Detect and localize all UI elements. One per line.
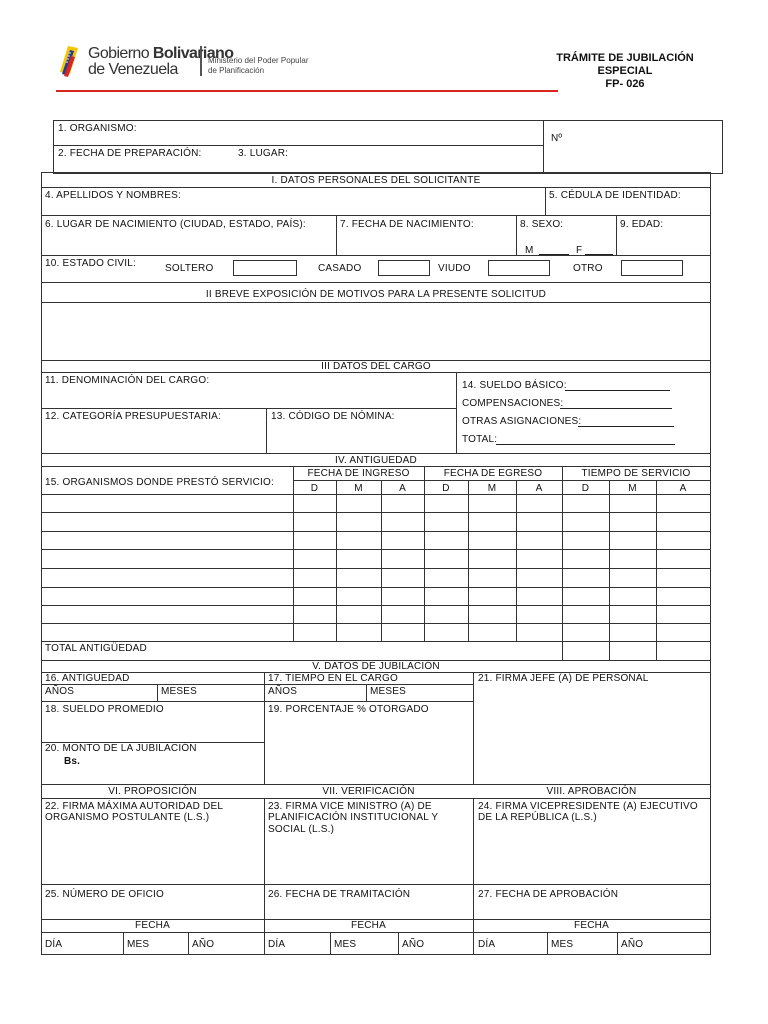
soltero-checkbox[interactable] xyxy=(233,260,297,276)
casado-checkbox[interactable] xyxy=(378,260,430,276)
ingreso-d: D xyxy=(310,483,319,494)
lugar-label: 3. LUGAR: xyxy=(238,148,289,159)
title-line1: TRÁMITE DE JUBILACIÓN xyxy=(556,52,694,64)
firma-23-line3: SOCIAL (L.S.) xyxy=(268,824,335,835)
ano-26: AÑO xyxy=(402,939,425,950)
tiempo-servicio-label: TIEMPO DE SERVICIO xyxy=(581,468,691,479)
sueldo-promedio-label: 18. SUELDO PROMEDIO xyxy=(45,704,164,715)
opt-casado: CASADO xyxy=(318,263,362,274)
antiguedad-label: 16. ANTIGUEDAD xyxy=(45,673,130,684)
antiguedad-meses: MESES xyxy=(161,686,198,697)
organismo-label: 1. ORGANISMO: xyxy=(58,123,137,134)
mes-27: MES xyxy=(551,939,574,950)
venezuela-flag-logo xyxy=(56,42,84,78)
ministry-line2: de Planificación xyxy=(208,66,265,75)
fecha-preparacion-label: 2. FECHA DE PREPARACIÓN: xyxy=(58,148,202,159)
servicio-m: M xyxy=(628,483,637,494)
fecha-25-label: FECHA xyxy=(135,920,170,931)
servicio-a: A xyxy=(679,483,687,494)
cargo-anos: AÑOS xyxy=(268,686,298,697)
fecha-tramitacion-label: 26. FECHA DE TRAMITACIÓN xyxy=(268,889,411,900)
viudo-checkbox[interactable] xyxy=(488,260,550,276)
dia-27: DÍA xyxy=(478,939,496,950)
estado-civil-label: 10. ESTADO CIVIL: xyxy=(45,258,137,269)
fecha-26-label: FECHA xyxy=(351,920,386,931)
denominacion-label: 11. DENOMINACIÓN DEL CARGO: xyxy=(45,375,210,386)
ingreso-a: A xyxy=(399,483,406,494)
sexo-m: M xyxy=(525,245,534,256)
dia-26: DÍA xyxy=(268,939,286,950)
opt-viudo: VIUDO xyxy=(438,263,471,274)
cargo-meses: MESES xyxy=(370,686,407,697)
fecha-aprobacion-label: 27. FECHA DE APROBACIÓN xyxy=(478,889,619,900)
edad-label: 9. EDAD: xyxy=(620,219,664,230)
section-ii-title: II BREVE EXPOSICIÓN DE MOTIVOS PARA LA PRESENTE SOLICITUD xyxy=(205,289,547,300)
cedula-label: 5. CÉDULA DE IDENTIDAD: xyxy=(549,190,681,201)
fecha-ingreso-label: FECHA DE INGRESO xyxy=(307,468,410,479)
firma-jefe-label: 21. FIRMA JEFE (A) DE PERSONAL xyxy=(478,673,649,684)
total-antiguedad-label: TOTAL ANTIGÜEDAD xyxy=(45,643,147,654)
top-box xyxy=(53,120,723,174)
otras-asignaciones-label: OTRAS ASIGNACIONES: xyxy=(462,416,582,427)
firma-22-line2: ORGANISMO POSTULANTE (L.S.) xyxy=(45,812,210,823)
logo-line1: Gobierno xyxy=(88,45,153,62)
logo-divider xyxy=(200,46,202,76)
ano-27: AÑO xyxy=(621,939,644,950)
categoria-label: 12. CATEGORÍA PRESUPUESTARIA: xyxy=(45,411,222,422)
form-code: FP- 026 xyxy=(605,78,645,90)
sexo-label: 8. SEXO: xyxy=(520,219,564,230)
egreso-d: D xyxy=(442,483,450,494)
red-rule xyxy=(56,90,558,92)
compensaciones-label: COMPENSACIONES: xyxy=(462,398,564,409)
logo-line2: de Venezuela xyxy=(88,61,178,78)
codigo-nomina-label: 13. CÓDIGO DE NÓMINA: xyxy=(271,411,395,422)
lugar-nacimiento-label: 6. LUGAR DE NACIMIENTO (CIUDAD, ESTADO, PAÍS): xyxy=(45,219,306,230)
section-iv-title: IV. ANTIGUEDAD xyxy=(335,455,417,466)
section-v-title: V. DATOS DE JUBILACIÓN xyxy=(312,661,440,672)
section-i-title: I. DATOS PERSONALES DEL SOLICITANTE xyxy=(271,175,481,186)
servicio-d: D xyxy=(581,483,590,494)
opt-soltero: SOLTERO xyxy=(165,263,214,274)
ingreso-m: M xyxy=(354,483,363,494)
dia-25: DÍA xyxy=(45,939,63,950)
sexo-f: F xyxy=(576,245,583,256)
porcentaje-label: 19. PORCENTAJE % OTORGADO xyxy=(268,704,429,715)
ministry-line1: Ministerio del Poder Popular xyxy=(208,56,309,65)
organismos-label: 15. ORGANISMOS DONDE PRESTÓ SERVICIO: xyxy=(45,477,274,488)
fecha-27-label: FECHA xyxy=(574,920,609,931)
firma-24-line2: DE LA REPÚBLICA (L.S.) xyxy=(478,812,597,823)
numero-oficio-label: 25. NÚMERO DE OFICIO xyxy=(45,889,165,900)
firma-23-line1: 23. FIRMA VICE MINISTRO (A) DE xyxy=(268,801,432,812)
monto-label: 20. MONTO DE LA JUBILACIÓN xyxy=(45,743,197,754)
bs-label: Bs. xyxy=(64,756,81,767)
firma-22-line1: 22. FIRMA MÁXIMA AUTORIDAD DEL xyxy=(45,801,224,812)
firma-23-line2: PLANIFICACIÓN INSTITUCIONAL Y xyxy=(268,812,439,823)
otro-checkbox[interactable] xyxy=(621,260,683,276)
apellidos-label: 4. APELLIDOS Y NOMBRES: xyxy=(45,190,181,201)
opt-otro: OTRO xyxy=(573,263,603,274)
section-viii-title: VIII. APROBACIÓN xyxy=(546,786,637,797)
firma-24-line1: 24. FIRMA VICEPRESIDENTE (A) EJECUTIVO xyxy=(478,801,698,812)
fecha-egreso-label: FECHA DE EGRESO xyxy=(443,468,543,479)
fecha-nacimiento-label: 7. FECHA DE NACIMIENTO: xyxy=(340,219,474,230)
numero-label: Nº xyxy=(551,133,563,144)
egreso-a: A xyxy=(535,483,543,494)
form-title xyxy=(540,52,710,91)
ano-25: AÑO xyxy=(192,939,215,950)
antiguedad-anos: AÑOS xyxy=(45,686,75,697)
mes-25: MES xyxy=(127,939,150,950)
sueldo-basico-label: 14. SUELDO BÁSICO: xyxy=(462,380,567,391)
total-label: TOTAL: xyxy=(462,434,498,445)
section-vi-title: VI. PROPOSICIÓN xyxy=(108,786,197,797)
section-vii-title: VII. VERIFICACIÓN xyxy=(322,786,415,797)
section-iii-title: III DATOS DEL CARGO xyxy=(321,361,431,372)
mes-26: MES xyxy=(334,939,357,950)
title-line2: ESPECIAL xyxy=(597,65,653,77)
egreso-m: M xyxy=(487,483,497,494)
ministry-text xyxy=(208,56,309,76)
tiempo-cargo-label: 17. TIEMPO EN EL CARGO xyxy=(268,673,398,684)
logo-line1-bold: Bolivariano xyxy=(152,45,234,62)
